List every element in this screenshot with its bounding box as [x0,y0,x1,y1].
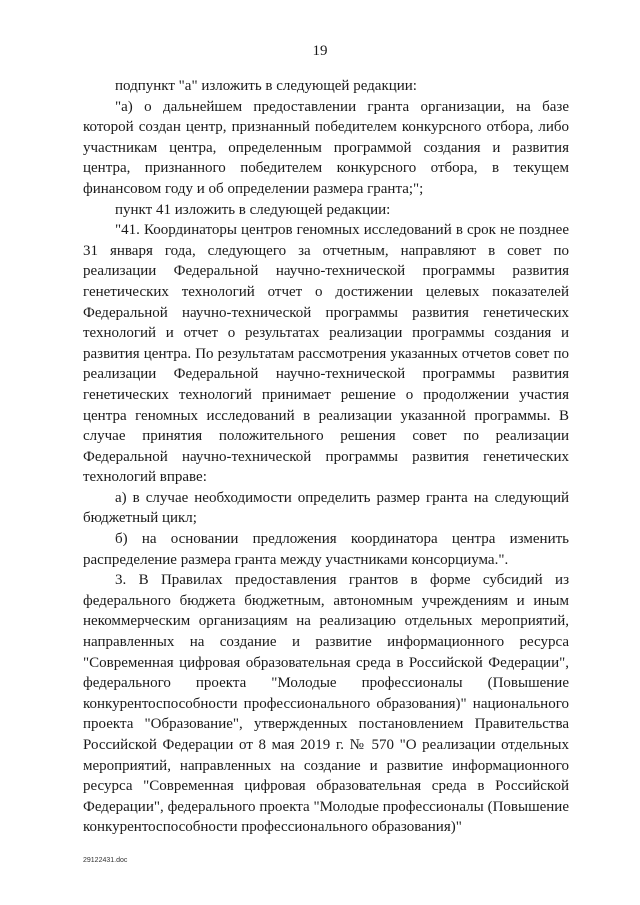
paragraph-point-3: 3. В Правилах предоставления грантов в форме субсидий из федерального бюджета бюджетным, автономным учреждениям и иным некоммерческим организациям на реализацию отдельных мероприятий, направленных на создание и развитие информационного ресурса "Современная цифровая образовательная среда в Российской Федерации", федерального проекта "Молодые профессионалы (Повышение конкурентоспособности профессионального образования)" национального проекта "Образование", утвержденных постановлением Правительства Российской Федерации от 8 мая 2019 г. № 570 "О реализации отдельных мероприятий, направленных на создание и развитие информационного ресурса "Современная цифровая образовательная среда в Российской Федерации", федерального проекта "Молодые профессионалы (Повышение конкурентоспособности профессионального образования)" [83,572,569,836]
paragraph-point-41-text: "41. Координаторы центров геномных исследований в срок не позднее 31 января года, следующего за отчетным, направляют в совет по реализации Федеральной научно-технической программы развития генетических технологий отчет о достижении целевых показателей Федеральной научно-технической программы развития генетических технологий и отчет о результатах реализации программы создания и развития центра. По результатам рассмотрения указанных отчетов совет по реализации Федеральной научно-технической программы развития генетических технологий принимает решение о продолжении участия центра геномных исследований в реализации указанной программы. В случае принятия положительного решения совет по реализации Федеральной научно-технической программы развития генетических технологий вправе: [83,222,569,486]
document-body [83,76,569,838]
page-number: 19 [312,43,328,59]
document-file-code: 29122431.doc [83,857,128,864]
paragraph-item-a: а) в случае необходимости определить размер гранта на следующий бюджетный цикл; [83,489,569,527]
paragraph-subpoint-a-intro: подпункт "а" изложить в следующей редакции: [115,78,417,94]
paragraph-item-b: б) на основании предложения координатора центра изменить распределение размера гранта между участниками консорциума.". [83,531,569,568]
paragraph-point-41-intro: пункт 41 изложить в следующей редакции: [115,201,391,218]
paragraph-subpoint-a-text: "а) о дальнейшем предоставлении гранта организации, на базе которой создан центр, признанный победителем конкурсного отбора, либо участникам центра, определенным программой создания и развития центра, признанного победителем конкурсного отбора, в текущем финансовом году и об определении размера гранта;"; [83,98,569,197]
